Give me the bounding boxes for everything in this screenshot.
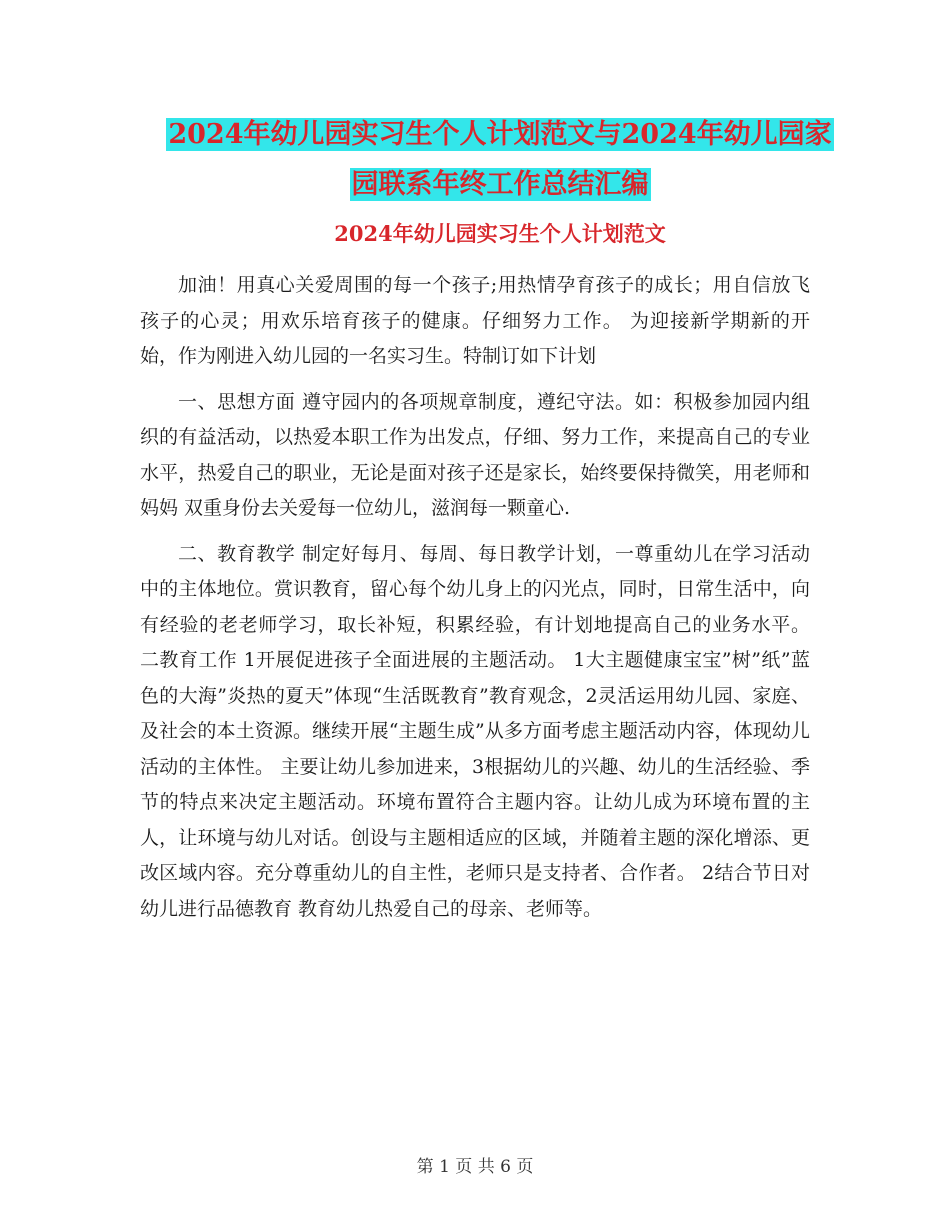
section-title: 2024年幼儿园实习生个人计划范文 xyxy=(334,221,666,246)
page-footer: 第 1 页 共 6 页 xyxy=(416,1157,534,1177)
document-title xyxy=(140,110,860,210)
document-body xyxy=(140,268,810,937)
document-title-line2: 园联系年终工作总结汇编 xyxy=(351,169,649,200)
paragraph-teaching: 二、教育教学 制定好每月、每周、每日教学计划，一尊重幼儿在学习活动中的主体地位。赏识教育，留心每个幼儿身上的闪光点，同时，日常生活中，向有经验的老老师学习，取长补短，积累经验，有计划地提高自己的业务水平。 二教育工作 1开展促进孩子全面进展的主题活动。 1大主题健康宝宝”树”纸”蓝色的大海”炎热的夏天”体现“生活既教育”教育观念，2灵活运用幼儿园、家庭、及社会的本土资源。继续开展“主题生成”从多方面考虑主题活动内容，体现幼儿活动的主体性。 主要让幼儿参加进来，3根据幼儿的兴趣、幼儿的生活经验、季节的特点来决定主题活动。环境布置符合主题内容。让幼儿成为环境布置的主人，让环境与幼儿对话。创设与主题相适应的区域，并随着主题的深化增添、更改区域内容。充分尊重幼儿的自主性，老师只是支持者、合作者。 2结合节日对幼儿进行品德教育 教育幼儿热爱自己的母亲、老师等。 xyxy=(140,542,810,920)
paragraph-intro: 加油！用真心关爱周围的每一个孩子;用热情孕育孩子的成长；用自信放飞孩子的心灵；用欢乐培育孩子的健康。仔细努力工作。 为迎接新学期新的开始，作为刚进入幼儿园的一名实习生。特制订如下计划 xyxy=(140,274,810,367)
paragraph-thought: 一、思想方面 遵守园内的各项规章制度，遵纪守法。如：积极参加园内组织的有益活动，以热爱本职工作为出发点，仔细、努力工作，来提高自己的专业水平，热爱自己的职业，无论是面对孩子还是家长，始终要保持微笑，用老师和 妈妈 双重身份去关爱每一位幼儿，滋润每一颗童心. xyxy=(140,390,810,519)
document-title-line1: 2024年幼儿园实习生个人计划范文与2024年幼儿园家 xyxy=(168,119,832,150)
